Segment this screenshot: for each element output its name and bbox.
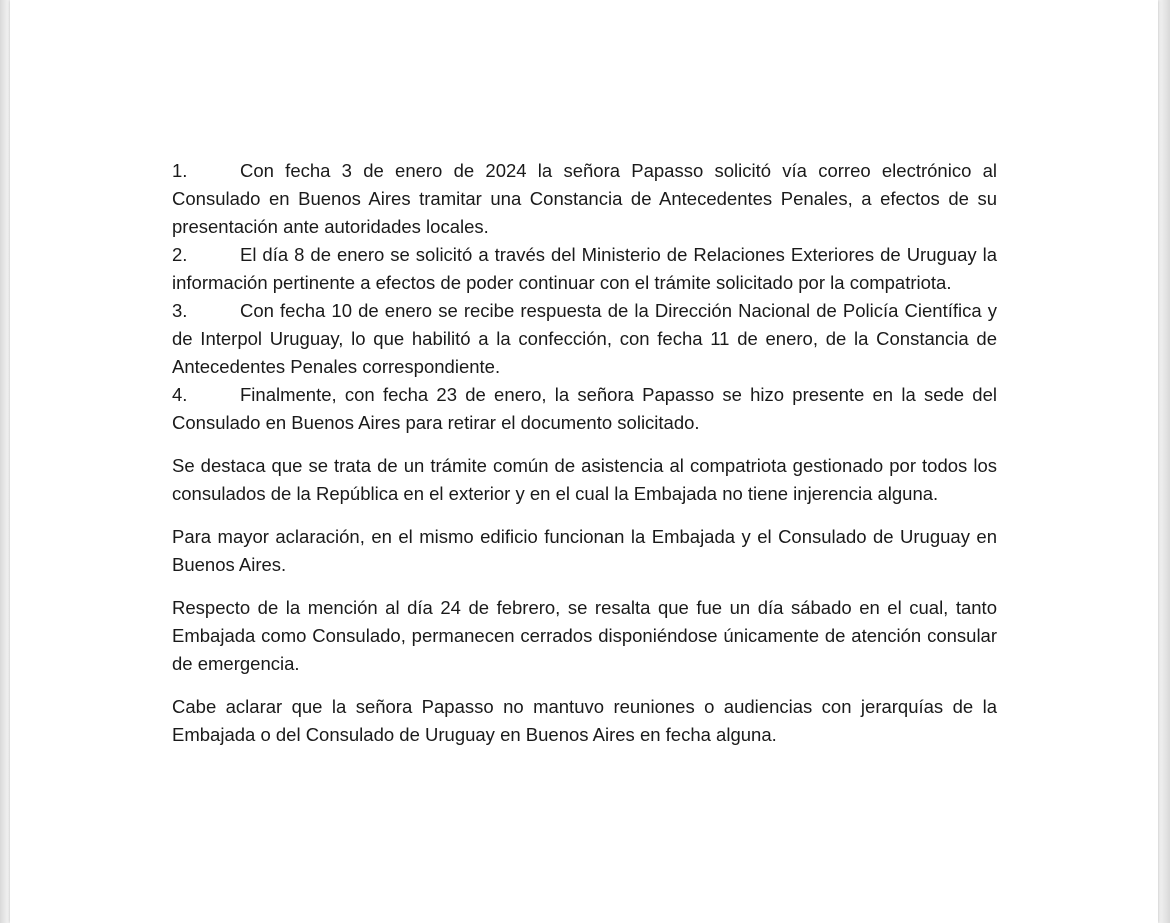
- list-number: 4.: [172, 384, 188, 405]
- list-number: 1.: [172, 160, 188, 181]
- paragraph-tramite-comun: Se destaca que se trata de un trámite común de asistencia al compatriota gestionado por todos los consulados de la República en el exterior y en el cual la Embajada no tiene injerencia alguna.: [172, 455, 997, 504]
- list-text: Con fecha 10 de enero se recibe respuesta de la Dirección Nacional de Policía Científica y de Interpol Uruguay, lo que habilitó a la confección, con fecha 11 de enero, de la Constancia de Antecedentes Penales correspondiente.: [172, 300, 997, 377]
- document-page: [10, 0, 1158, 923]
- paragraph-cabe-aclarar: Cabe aclarar que la señora Papasso no mantuvo reuniones o audiencias con jerarquías de la Embajada o del Consulado de Uruguay en Buenos Aires en fecha alguna.: [172, 696, 997, 745]
- list-item-4: [172, 381, 997, 437]
- list-text: Finalmente, con fecha 23 de enero, la señora Papasso se hizo presente en la sede del Consulado en Buenos Aires para retirar el documento solicitado.: [172, 384, 997, 433]
- paragraph-24-febrero: Respecto de la mención al día 24 de febrero, se resalta que fue un día sábado en el cual, tanto Embajada como Consulado, permanecen cerrados disponiéndose únicamente de atención consular de emergencia.: [172, 597, 997, 674]
- list-item-2: [172, 241, 997, 297]
- document-body: [172, 157, 997, 749]
- list-number: 3.: [172, 300, 188, 321]
- list-item-1: [172, 157, 997, 241]
- list-text: Con fecha 3 de enero de 2024 la señora Papasso solicitó vía correo electrónico al Consulado en Buenos Aires tramitar una Constancia de Antecedentes Penales, a efectos de su presentación ante autoridades locales.: [172, 160, 997, 237]
- list-number: 2.: [172, 244, 188, 265]
- list-text: El día 8 de enero se solicitó a través del Ministerio de Relaciones Exteriores de Uruguay la información pertinente a efectos de poder continuar con el trámite solicitado por la compatriota.: [172, 244, 997, 293]
- paragraph-mismo-edificio: Para mayor aclaración, en el mismo edificio funcionan la Embajada y el Consulado de Uruguay en Buenos Aires.: [172, 526, 997, 575]
- list-item-3: [172, 297, 997, 381]
